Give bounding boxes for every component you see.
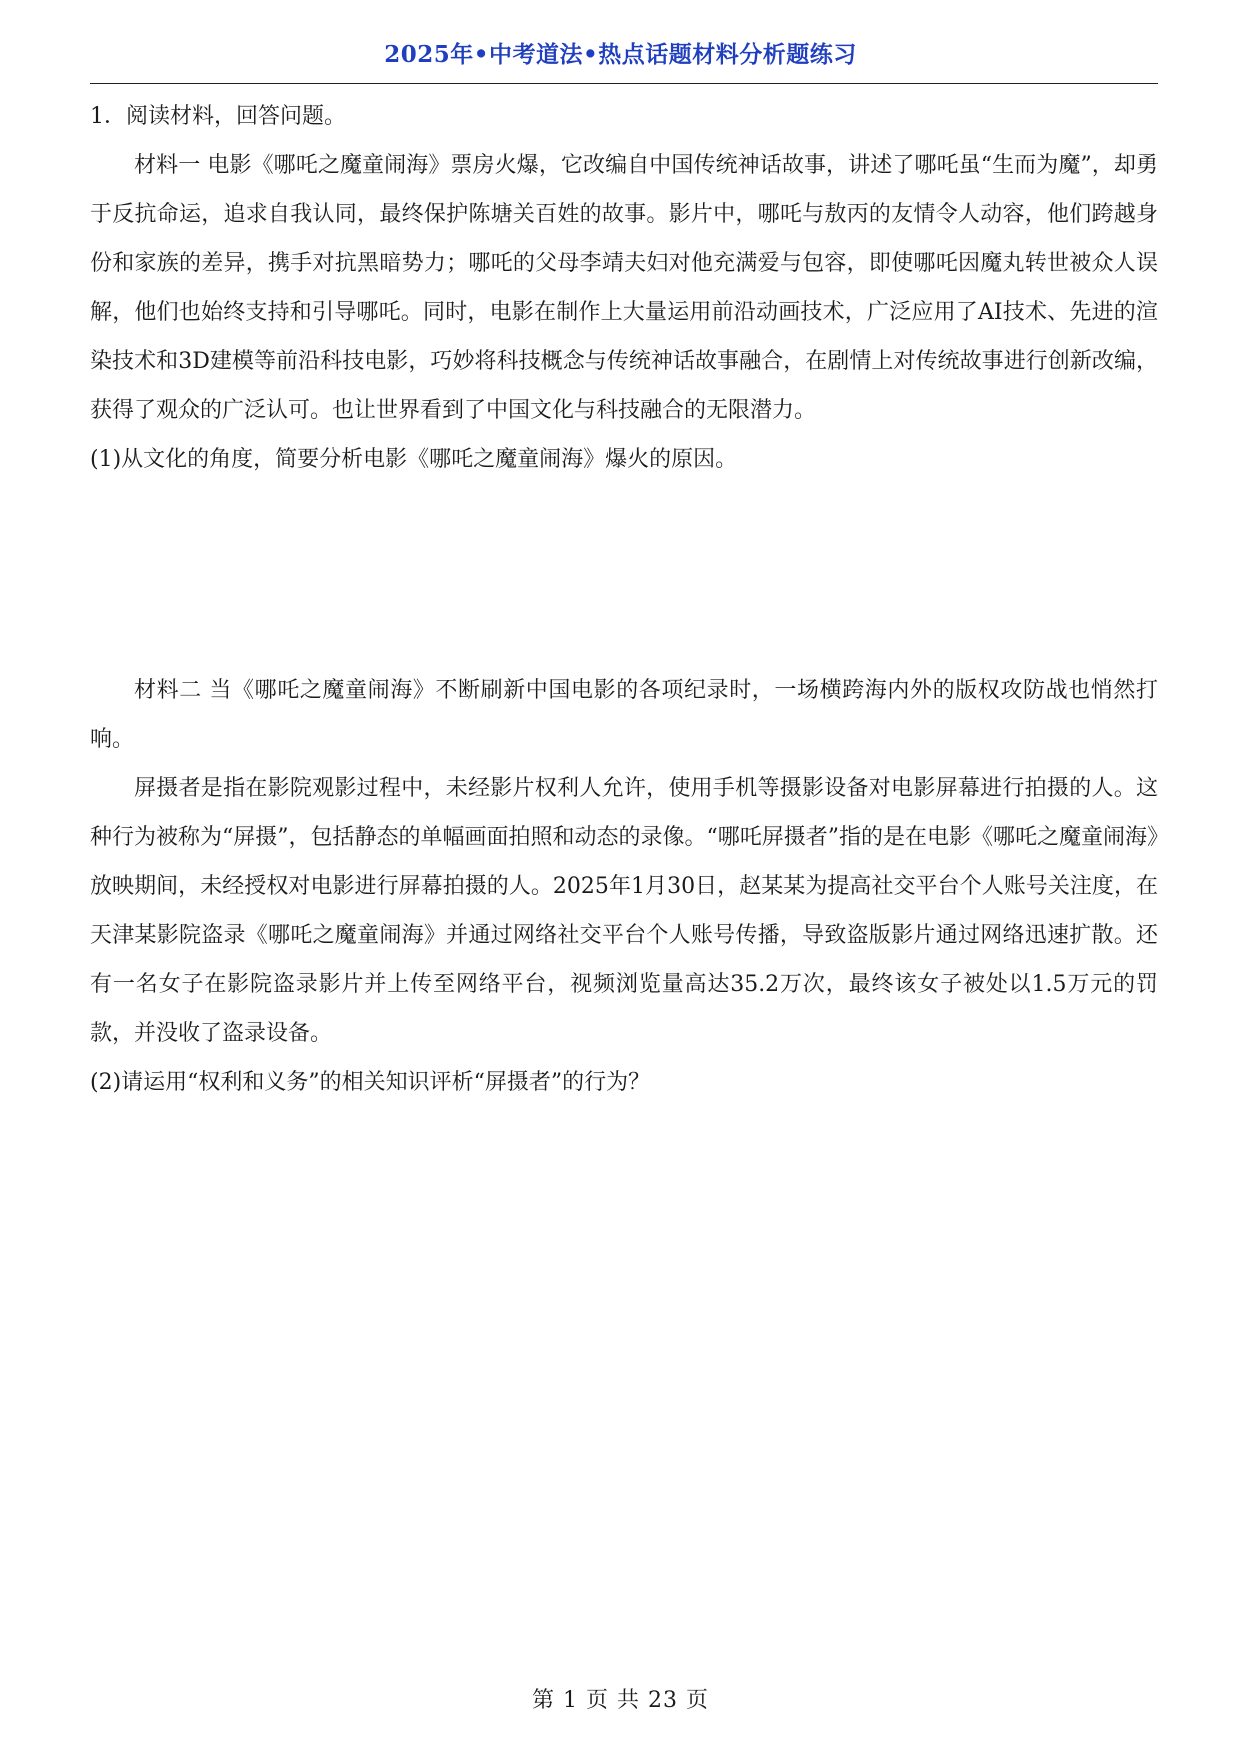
page-footer-number: 第 1 页 共 23 页	[532, 1688, 709, 1713]
question-content	[90, 92, 1158, 1107]
material-two-paragraph-1: 材料二 当《哪吒之魔童闹海》不断刷新中国电影的各项纪录时，一场横跨海内外的版权攻防战也悄然打响。	[90, 678, 1158, 752]
answer-space-1	[90, 484, 1158, 666]
sub-question-2: (2)请运用“权利和义务”的相关知识评析“屏摄者”的行为？	[90, 1070, 651, 1095]
page-header-title: 2025年•中考道法•热点话题材料分析题练习	[384, 41, 857, 68]
material-two-paragraph-2: 屏摄者是指在影院观影过程中，未经影片权利人允许，使用手机等摄影设备对电影屏幕进行拍摄的人。这种行为被称为“屏摄”，包括静态的单幅画面拍照和动态的录像。“哪吒屏摄者”指的是在电影《哪吒之魔童闹海》放映期间，未经授权对电影进行屏幕拍摄的人。2025年1月30日，赵某某为提高社交平台个人账号关注度，在天津某影院盗录《哪吒之魔童闹海》并通过网络社交平台个人账号传播，导致盗版影片通过网络迅速扩散。还有一名女子在影院盗录影片并上传至网络平台，视频浏览量高达35.2万次，最终该女子被处以1.5万元的罚款，并没收了盗录设备。	[90, 776, 1158, 1046]
sub-question-1: (1)从文化的角度，简要分析电影《哪吒之魔童闹海》爆火的原因。	[90, 447, 738, 472]
material-one-paragraph: 材料一 电影《哪吒之魔童闹海》票房火爆，它改编自中国传统神话故事，讲述了哪吒虽“生而为魔”，却勇于反抗命运，追求自我认同，最终保护陈塘关百姓的故事。影片中，哪吒与敖丙的友情令人动容，他们跨越身份和家族的差异，携手对抗黑暗势力；哪吒的父母李靖夫妇对他充满爱与包容，即使哪吒因魔丸转世被众人误解，他们也始终支持和引导哪吒。同时，电影在制作上大量运用前沿动画技术，广泛应用了AI技术、先进的渲染技术和3D建模等前沿科技电影，巧妙将科技概念与传统神话故事融合，在剧情上对传统故事进行创新改编，获得了观众的广泛认可。也让世界看到了中国文化与科技融合的无限潜力。	[90, 153, 1158, 423]
header-divider	[90, 83, 1158, 84]
question-intro: 1．阅读材料，回答问题。	[90, 104, 346, 129]
